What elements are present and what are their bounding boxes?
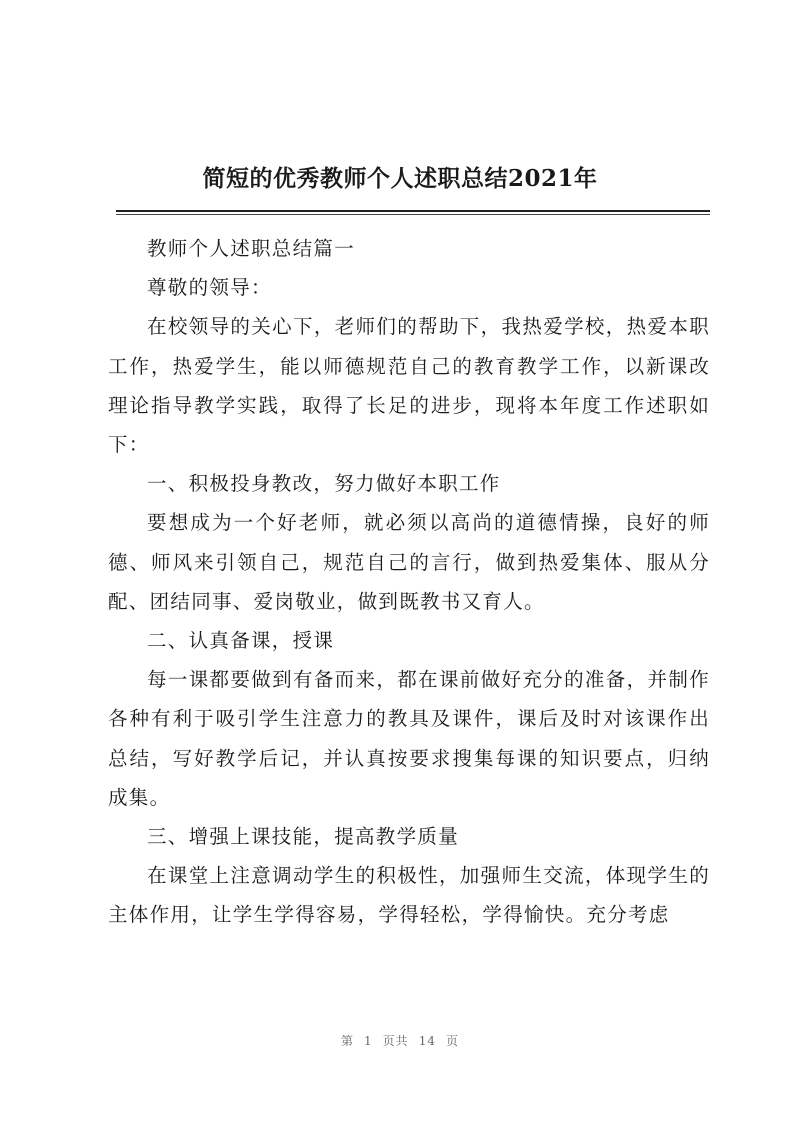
page-label-suffix: 页	[445, 1034, 459, 1048]
title-divider-thin	[116, 214, 710, 215]
page-label-mid: 页共	[382, 1034, 409, 1048]
section-heading: 一、积极投身教改，努力做好本职工作	[147, 472, 501, 496]
body-paragraph: 要想成为一个好老师，就必须以高尚的道德情操，良好的师德、师风来引领自己，规范自己的言行，做到热爱集体、服从分配、团结同事、爱岗敬业，做到既教书又育人。	[108, 511, 710, 613]
title-divider-thick	[116, 210, 710, 212]
body-paragraph: 在校领导的关心下，老师们的帮助下，我热爱学校，热爱本职工作，热爱学生，能以师德规范自己的教育教学工作，以新课改理论指导教学实践，取得了长足的进步，现将本年度工作述职如下：	[108, 315, 710, 457]
page-label-prefix: 第	[341, 1034, 355, 1048]
section-heading: 教师个人述职总结篇一	[147, 237, 356, 260]
section-heading: 三、增强上课技能，提高教学质量	[147, 825, 460, 849]
current-page-number: 1	[364, 1034, 373, 1048]
document-title: 简短的优秀教师个人述职总结2021年	[202, 165, 598, 192]
total-pages-number: 14	[418, 1034, 436, 1048]
section-heading: 二、认真备课，授课	[147, 629, 335, 653]
body-paragraph: 每一课都要做到有备而来，都在课前做好充分的准备，并制作各种有利于吸引学生注意力的教具及课件，课后及时对该课作出总结，写好教学后记，并认真按要求搜集每课的知识要点，归纳成集。	[108, 668, 710, 809]
salutation: 尊敬的领导：	[147, 276, 272, 300]
page-footer	[0, 1032, 800, 1049]
body-paragraph: 在课堂上注意调动学生的积极性，加强师生交流，体现学生的主体作用，让学生学得容易，学得轻松，学得愉快。充分考虑	[108, 864, 710, 927]
document-body	[108, 229, 710, 935]
